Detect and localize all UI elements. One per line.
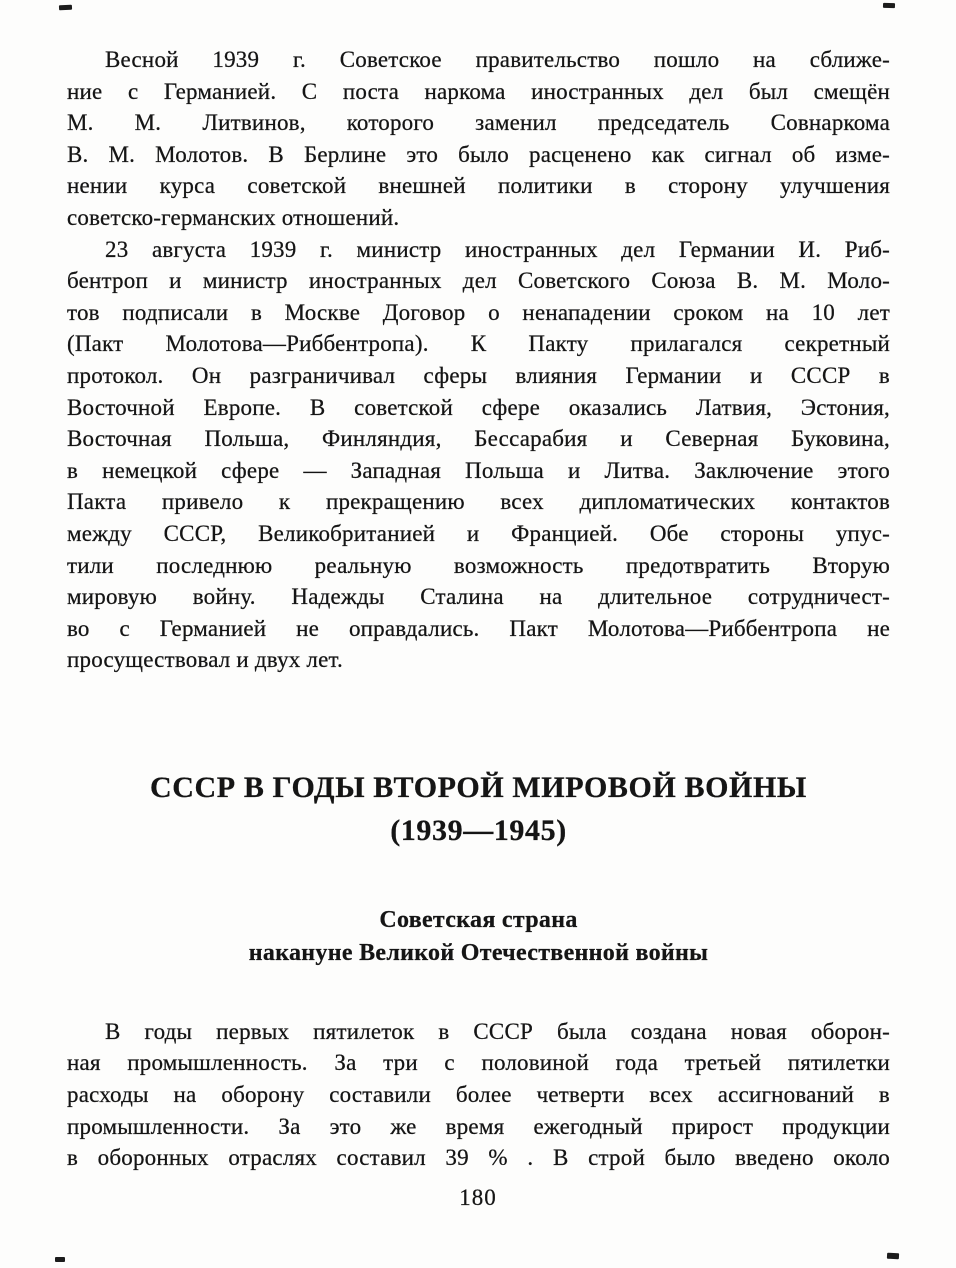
scan-artifact-bottom-left bbox=[55, 1257, 65, 1262]
scan-artifact-top-left bbox=[59, 5, 72, 11]
text-line: бентроп и министр иностранных дел Советского Союза В. М. Моло- bbox=[67, 268, 890, 294]
paragraph-pact-1939 bbox=[67, 234, 890, 676]
section-heading-line2: накануне Великой Отечественной войны bbox=[248, 939, 709, 966]
text-line: промышленности. За это же время ежегодный прирост продукции bbox=[67, 1113, 890, 1139]
chapter-heading bbox=[67, 766, 890, 852]
scan-artifact-bottom-right bbox=[887, 1253, 899, 1260]
text-line: нении курса советской внешней политики в сторону улучшения bbox=[67, 173, 890, 199]
text-line: между СССР, Великобританией и Францией. Обе стороны упус- bbox=[67, 520, 890, 546]
text-line: Пакта привело к прекращению всех дипломатических контактов bbox=[67, 489, 890, 515]
section-heading bbox=[67, 904, 890, 970]
text-block bbox=[67, 44, 890, 1174]
text-line: в оборонных отраслях составил 39 % . В строй было введено около bbox=[67, 1145, 890, 1171]
scan-artifact-top-right bbox=[883, 3, 895, 8]
page-number: 180 bbox=[459, 1185, 497, 1210]
text-line: ная промышленность. За три с половиной года третьей пятилетки bbox=[67, 1050, 890, 1076]
text-line: советско-германских отношений. bbox=[67, 204, 400, 230]
text-line: 23 августа 1939 г. министр иностранных дел Германии И. Риб- bbox=[105, 236, 890, 262]
text-line: В. М. Молотов. В Берлине это было расценено как сигнал об изме- bbox=[67, 141, 890, 167]
paragraph-spring-1939 bbox=[67, 44, 890, 234]
text-line: В годы первых пятилеток в СССР была создана новая оборон- bbox=[105, 1018, 890, 1044]
section-heading-line1: Советская страна bbox=[379, 906, 578, 933]
paragraph-five-year-plans bbox=[67, 1016, 890, 1174]
chapter-heading-years: (1939—1945) bbox=[390, 813, 567, 847]
text-line: тов подписали в Москве Договор о ненападении сроком на 10 лет bbox=[67, 299, 890, 325]
text-line: мировую войну. Надежды Сталина на длительное сотрудничест- bbox=[67, 584, 890, 610]
text-line: ние с Германией. С поста наркома иностранных дел был смещён bbox=[67, 78, 890, 104]
text-line: Восточная Польша, Финляндия, Бессарабия и Северная Буковина, bbox=[67, 426, 890, 452]
text-line: Восточной Европе. В советской сфере оказались Латвия, Эстония, bbox=[67, 394, 890, 420]
text-line: Весной 1939 г. Советское правительство пошло на сближе- bbox=[105, 47, 890, 72]
text-line: во с Германией не оправдались. Пакт Молотова—Риббентропа не bbox=[67, 615, 890, 641]
text-line: М. М. Литвинов, которого заменил председатель Совнаркома bbox=[67, 110, 890, 136]
chapter-heading-title: СССР В ГОДЫ ВТОРОЙ МИРОВОЙ ВОЙНЫ bbox=[150, 770, 807, 804]
text-line: просуществовал и двух лет. bbox=[67, 647, 343, 673]
text-line: расходы на оборону составили более четверти всех ассигнований в bbox=[67, 1082, 890, 1108]
text-line: в немецкой сфере — Западная Польша и Литва. Заключение этого bbox=[67, 457, 890, 483]
text-line: протокол. Он разграничивал сферы влияния Германии и СССР в bbox=[67, 362, 890, 388]
text-line: тили последнюю реальную возможность предотвратить Вторую bbox=[67, 552, 890, 578]
text-line: (Пакт Молотова—Риббентропа). К Пакту прилагался секретный bbox=[67, 331, 890, 357]
